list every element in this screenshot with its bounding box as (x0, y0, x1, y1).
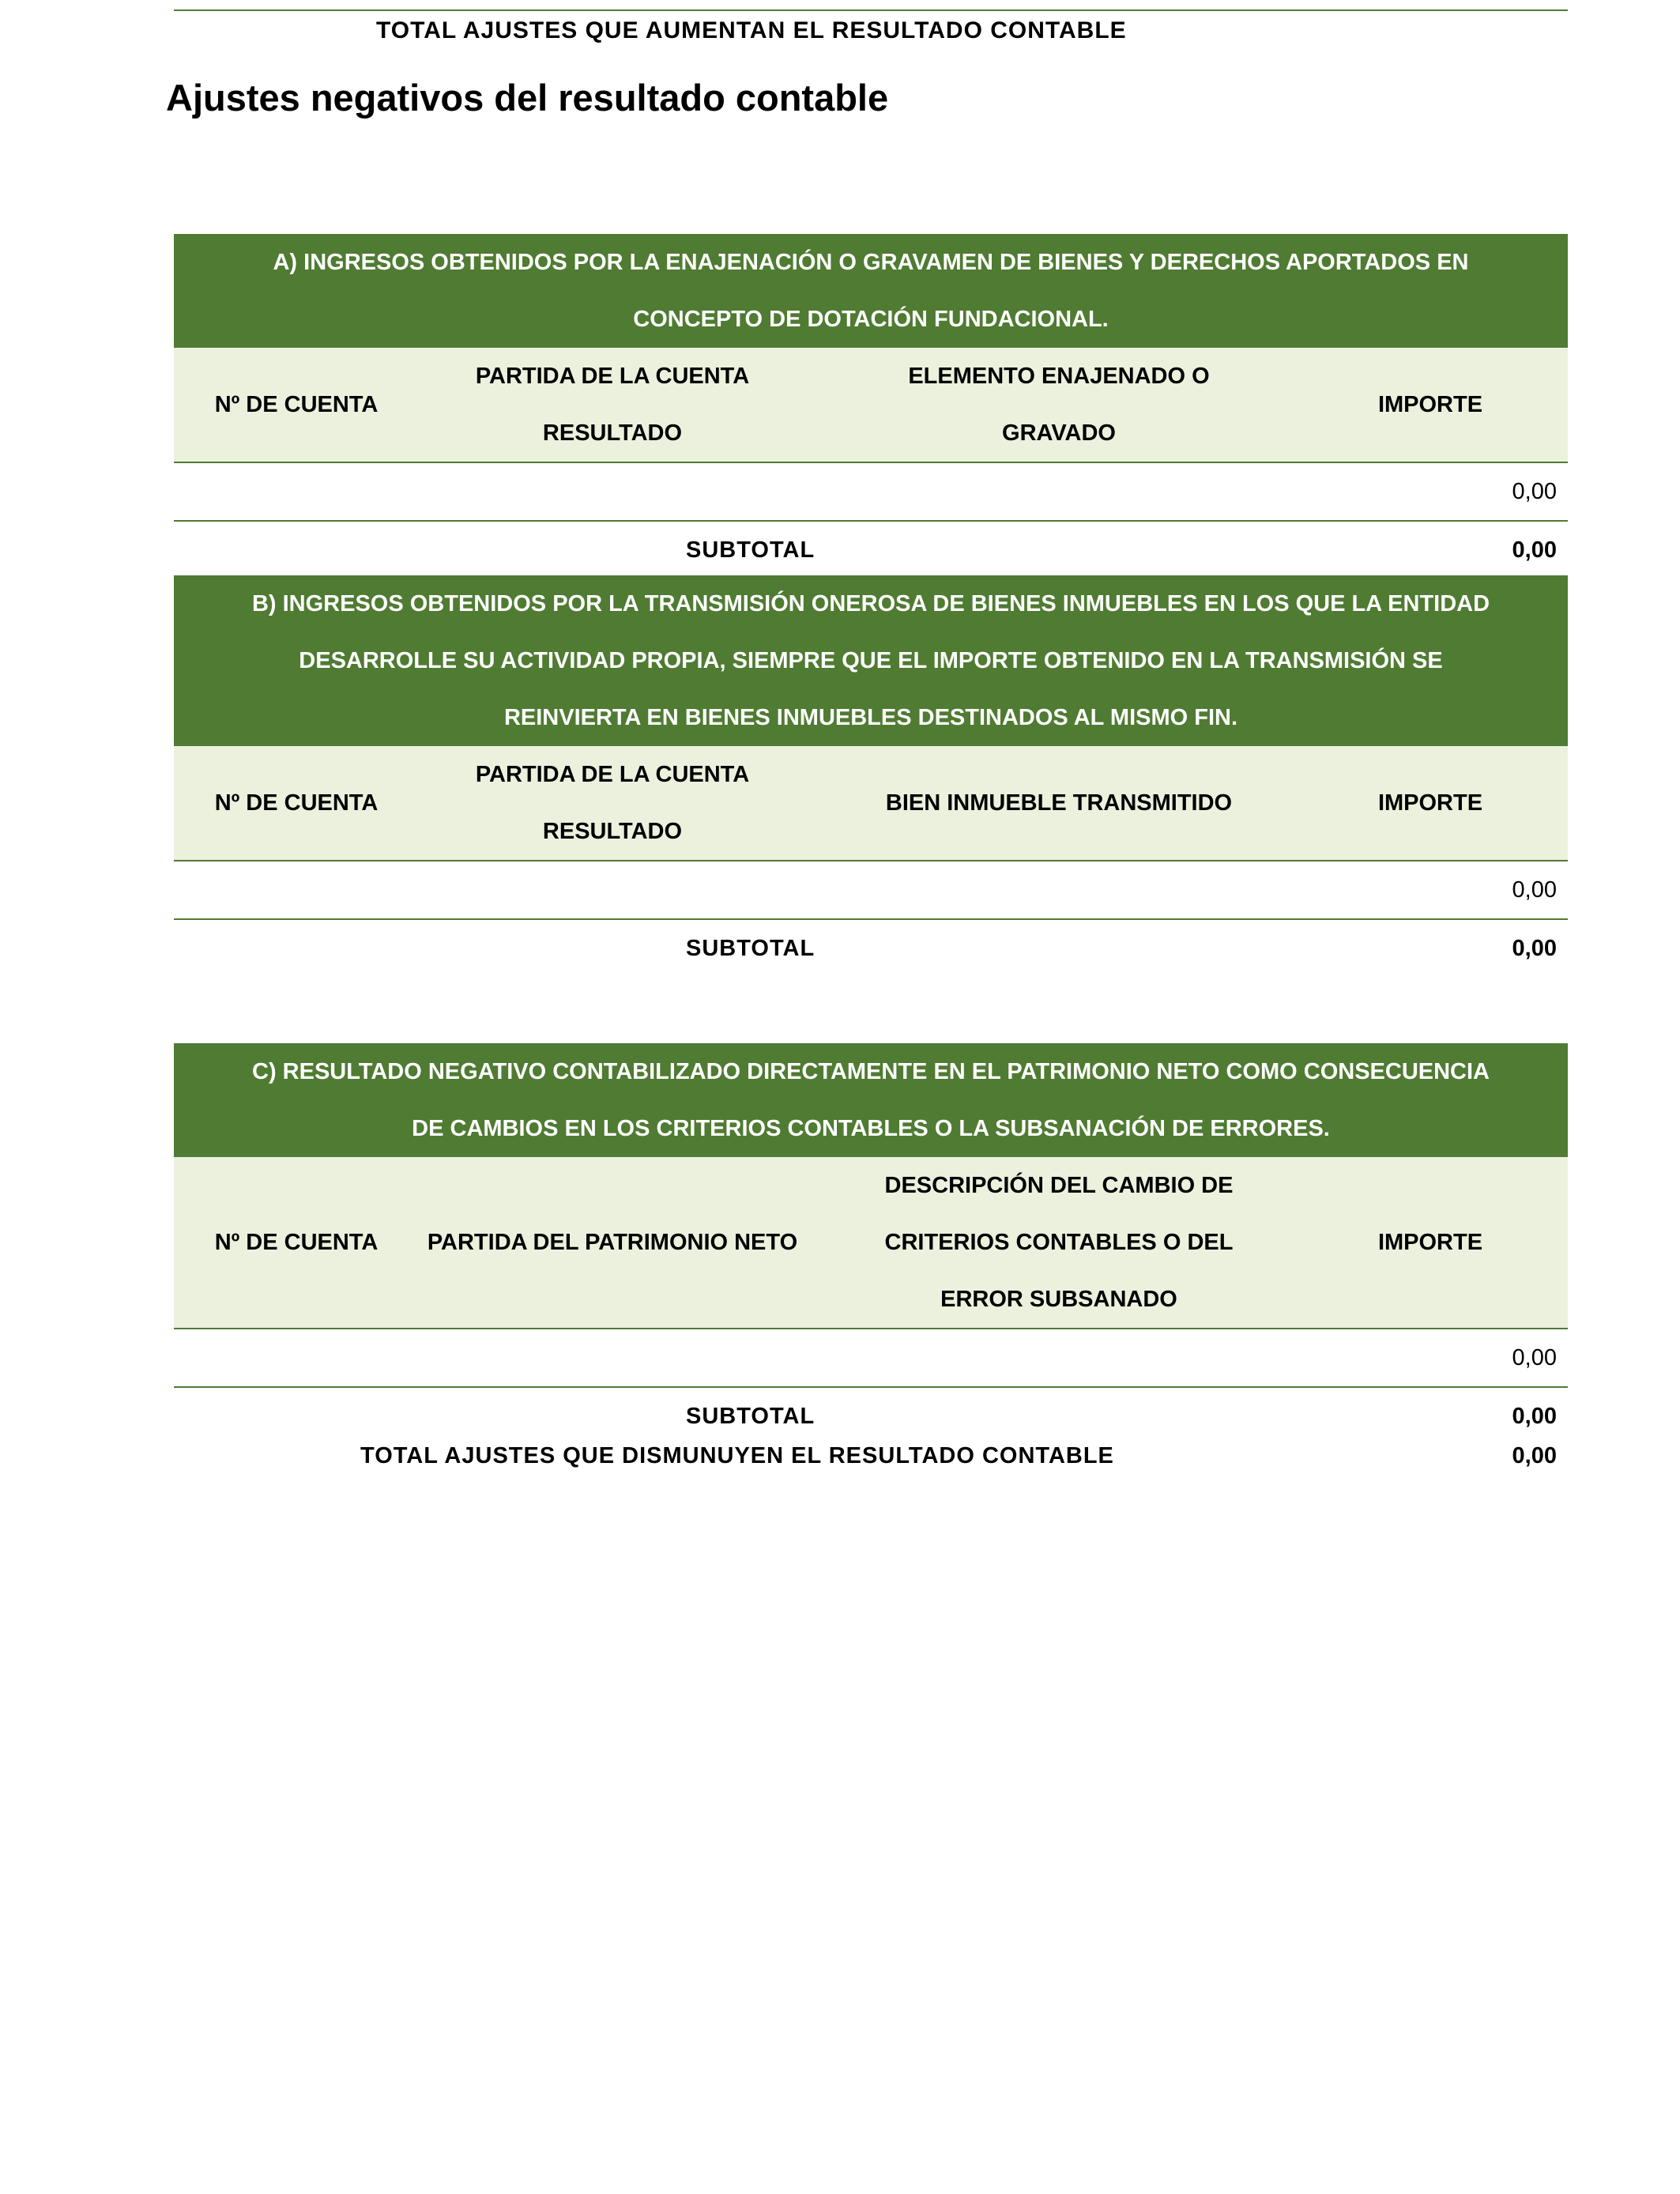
col-header-cuenta: Nº DE CUENTA (214, 392, 379, 417)
section-b (174, 575, 1568, 977)
col-header-importe: IMPORTE (1377, 790, 1483, 816)
section-a-title-line: A) INGRESOS OBTENIDOS POR LA ENAJENACIÓN O GRAVAMEN DE BIENES Y DERECHOS APORTADOS EN (273, 250, 1469, 275)
col-header-cuenta: Nº DE CUENTA (214, 790, 379, 816)
section-b-title (174, 575, 1568, 746)
top-total-row (174, 14, 1568, 46)
section-c-title-line: DE CAMBIOS EN LOS CRITERIOS CONTABLES O LA SUBSANACIÓN DE ERRORES. (412, 1116, 1330, 1141)
subtotal-label: SUBTOTAL (686, 537, 816, 563)
grand-total-label: TOTAL AJUSTES QUE DISMUNUYEN EL RESULTADO CONTABLE (360, 1443, 1114, 1468)
section-c-title (174, 1043, 1568, 1157)
col-header-partida: PARTIDA DE LA CUENTA RESULTADO (475, 364, 750, 446)
subtotal-label: SUBTOTAL (686, 1404, 816, 1429)
section-c-title-line: C) RESULTADO NEGATIVO CONTABILIZADO DIRECTAMENTE EN EL PATRIMONIO NETO COMO CONSECUENCIA (252, 1059, 1490, 1084)
section-a-title-line: CONCEPTO DE DOTACIÓN FUNDACIONAL. (633, 307, 1109, 332)
col-header-bien: BIEN INMUEBLE TRANSMITIDO (885, 790, 1233, 816)
col-header-descripcion: DESCRIPCIÓN DEL CAMBIO DE CRITERIOS CONTABLES O DEL ERROR SUBSANADO (884, 1173, 1234, 1312)
section-c-column-headers (174, 1157, 1568, 1328)
subtotal-row (174, 520, 1568, 579)
section-a-column-headers (174, 348, 1568, 462)
table-row (174, 1328, 1568, 1386)
section-b-title-line: DESARROLLE SU ACTIVIDAD PROPIA, SIEMPRE QUE EL IMPORTE OBTENIDO EN LA TRANSMISIÓN SE (299, 648, 1443, 673)
section-a (174, 234, 1568, 579)
col-header-partida: PARTIDA DEL PATRIMONIO NETO (427, 1230, 798, 1255)
grand-total-row (174, 1427, 1568, 1484)
subtotal-value: 0,00 (1512, 537, 1557, 563)
table-row (174, 860, 1568, 918)
row-importe: 0,00 (1512, 877, 1557, 903)
subtotal-label: SUBTOTAL (686, 936, 816, 961)
section-b-title-line: REINVIERTA EN BIENES INMUEBLES DESTINADOS AL MISMO FIN. (503, 705, 1238, 730)
grand-total-value: 0,00 (1512, 1443, 1557, 1468)
col-header-cuenta: Nº DE CUENTA (214, 1230, 379, 1255)
col-header-elemento: ELEMENTO ENAJENADO O GRAVADO (908, 364, 1210, 446)
col-header-partida: PARTIDA DE LA CUENTA RESULTADO (475, 762, 750, 844)
subtotal-value: 0,00 (1512, 1404, 1557, 1429)
section-c (174, 1043, 1568, 1445)
top-total-label: TOTAL AJUSTES QUE AUMENTAN EL RESULTADO CONTABLE (376, 17, 1127, 43)
top-rule (174, 9, 1568, 11)
row-importe: 0,00 (1512, 479, 1557, 504)
section-a-title (174, 234, 1568, 348)
col-header-importe: IMPORTE (1377, 392, 1483, 417)
col-header-importe: IMPORTE (1377, 1230, 1483, 1255)
section-b-title-line: B) INGRESOS OBTENIDOS POR LA TRANSMISIÓN ONEROSA DE BIENES INMUEBLES EN LOS QUE LA ENTIDAD (251, 591, 1490, 616)
subtotal-row (174, 918, 1568, 977)
page-title: Ajustes negativos del resultado contable (166, 77, 889, 119)
subtotal-value: 0,00 (1512, 936, 1557, 961)
row-importe: 0,00 (1512, 1345, 1557, 1370)
table-row (174, 462, 1568, 520)
section-b-column-headers (174, 746, 1568, 860)
